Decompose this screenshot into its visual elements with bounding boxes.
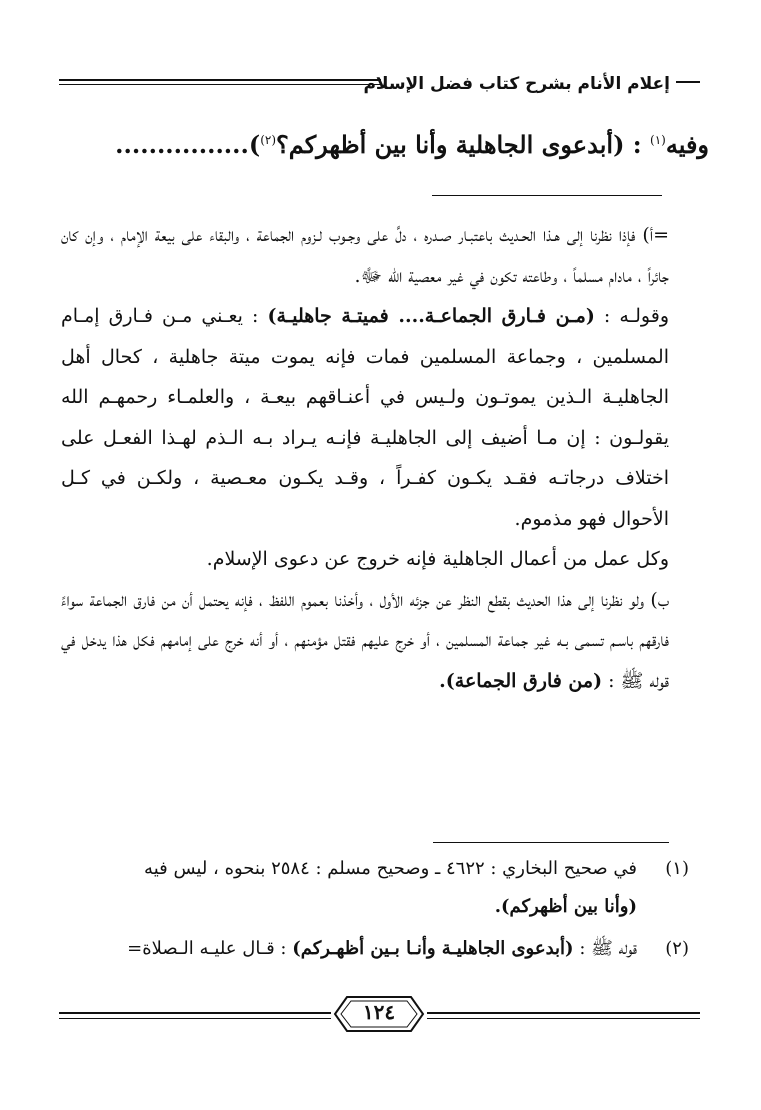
heading-footnote-ref-1: (١) — [650, 133, 666, 147]
footnote-1-text: في صحيح البخاري : ٤٦٢٢ ـ وصحيح مسلم : ٢٥٨٤ بنحوه ، ليس فيه — [144, 858, 637, 879]
section-heading — [115, 130, 709, 159]
heading-tail: )................ — [115, 130, 261, 159]
footer-rule-left — [59, 1012, 331, 1014]
footer-rule-right — [427, 1012, 700, 1014]
header-rule-right — [676, 81, 700, 83]
footnote-2-number: (٢) — [665, 938, 689, 959]
footer-rule-left-2 — [59, 1018, 331, 1019]
footnote-rule — [433, 842, 669, 843]
footnote-2-bold: (أبدعوى الجاهليـة وأنـا بـين أظهـركم) — [292, 938, 574, 959]
paragraph-2 — [61, 296, 669, 539]
footnote-2 — [61, 930, 689, 968]
footer-rule-right-2 — [427, 1018, 700, 1019]
paragraph-4-text: ب) ولو نظرنا إلى هذا الحديث بقطع النظر عن جزئه الأول ، وأخذنا بعموم اللفظ ، فإنه يحتمل أن من فارق الجماعة سواءً فارقهم باسـم تسمى بـه غير جماعة المسلمين ، أو خرج عليهم فقتل مؤمنهم ، أو أنه خرج على إمامهم فكل هذا يدخل في قوله ﷺ : — [61, 588, 669, 692]
paragraph-2-rest: : يعـني مـن فـارق إمـام المسلمين ، وجماعة المسلمين فمات فإنه يموت ميتة جاهلية ، كحال أهل الجاهليـة الـذين يموتـون ولـيس في أعنـاقهم بيعـة ، والعلمـاء رحمهـم الله يقولـون : إن مـا أضيف إلى الجاهليـة فإنـه يـراد بـه الـذم لهـذا الفعـل على اختلاف درجاتـه فقـد يكـون كفـراً ، وقـد يكـون معـصية ، ولكـن في كـل الأحوال فهو مذموم. — [61, 305, 669, 530]
paragraph-4-quote: (من فارق الجماعة). — [439, 669, 603, 692]
paragraph-1: =أ) فإذا نظرنا إلى هـذا الحـديث باعتبـار صـدره ، دلَّ على وجـوب لـزوم الجماعة ، والبقاء على بيعة الإمام ، وإن كان جائراً ، مادام مسلماً ، وطاعته تكون في غير معصية الله ﷻ. — [61, 224, 669, 287]
footnote-1-bold: (وأنا بين أظهركم). — [494, 896, 637, 917]
heading-separator — [432, 195, 662, 196]
running-header-title: إعلام الأنام بشرح كتاب فضل الإسلام — [363, 74, 670, 94]
paragraph-2-quote: (مـن فـارق الجماعـة.... فميتـة جاهليـة) — [267, 305, 595, 327]
heading-quote: : (أبدعوى الجاهلية وأنا بين أظهركم؟ — [276, 130, 642, 159]
header-rule-left-2 — [59, 84, 381, 85]
body-text — [61, 215, 669, 701]
paragraph-4 — [61, 580, 669, 702]
heading-footnote-ref-2: (٢) — [260, 133, 277, 147]
footnote-2-text: : قـال عليـه الـصلاة= — [127, 938, 287, 959]
paragraph-2-lead: وقولـه : — [603, 305, 670, 327]
header-rule-left — [59, 79, 381, 81]
page-number: ١٢٤ — [362, 1000, 396, 1024]
paragraph-3: وكل عمل من أعمال الجاهلية فإنه خروج عن دعوى الإسلام. — [206, 548, 669, 570]
footnote-1 — [61, 850, 689, 926]
footnotes — [61, 850, 689, 968]
heading-prefix: وفيه — [665, 130, 709, 159]
footnote-1-number: (١) — [665, 858, 689, 879]
footnote-2-lead: قوله ﷺ : — [579, 938, 637, 959]
